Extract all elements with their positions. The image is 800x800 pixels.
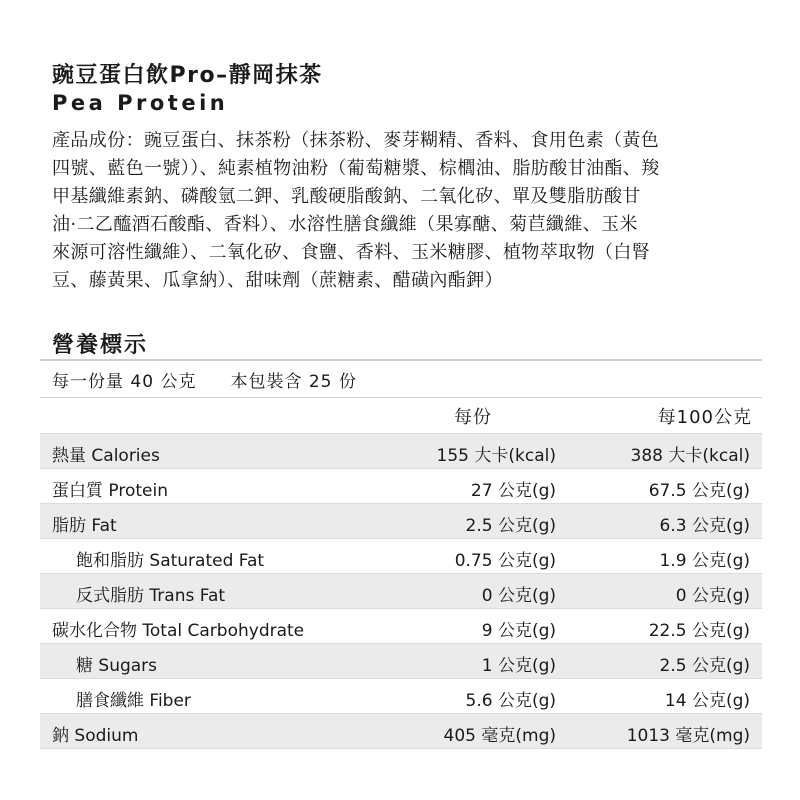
table-row <box>40 574 762 609</box>
nutrient-label: 蛋白質 Protein <box>52 481 168 501</box>
nutrient-label: 脂肪 Fat <box>52 516 117 536</box>
nutrition-table <box>40 433 762 749</box>
table-row <box>40 679 762 714</box>
per-100g-value: 1.9 公克(g) <box>659 551 750 571</box>
table-row <box>40 644 762 679</box>
nutrient-label: 反式脂肪 Trans Fat <box>76 586 226 606</box>
per-serving-value: 5.6 公克(g) <box>465 691 556 711</box>
table-row <box>40 714 762 749</box>
per-serving-value: 405 毫克(mg) <box>443 726 556 746</box>
ingredients-line: 豆、藤黃果、瓜拿納）、甜味劑（蔗糖素、醋磺內酯鉀） <box>52 270 503 291</box>
per-100g-value: 0 公克(g) <box>675 586 750 606</box>
per-100g-value: 22.5 公克(g) <box>648 621 750 641</box>
ingredients-line: 四號、藍色一號））、純素植物油粉（葡萄糖漿、棕櫚油、脂肪酸甘油酯、羧 <box>52 158 660 179</box>
per-serving-value: 9 公克(g) <box>481 621 556 641</box>
table-row <box>40 539 762 574</box>
nutrition-top-rule <box>40 359 762 361</box>
per-100g-value: 14 公克(g) <box>664 691 750 711</box>
ingredients-line: 來源可溶性纖維）、二氧化矽、食鹽、香料、玉米糖膠、植物萃取物（白腎 <box>52 242 651 263</box>
per-100g-value: 67.5 公克(g) <box>648 481 750 501</box>
per-serving-value: 155 大卡(kcal) <box>436 446 556 466</box>
table-row <box>40 504 762 539</box>
product-title-en: Pea Protein <box>52 91 229 115</box>
ingredients-line: 產品成份：豌豆蛋白、抹茶粉（抹茶粉、麥芽糊精、香料、食用色素（黃色 <box>52 130 660 151</box>
nutrient-label: 熱量 Calories <box>52 446 160 466</box>
per-100g-value: 6.3 公克(g) <box>659 516 750 536</box>
column-header-per-serving: 每份 <box>454 407 492 428</box>
table-row <box>40 469 762 504</box>
per-100g-value: 388 大卡(kcal) <box>630 446 750 466</box>
per-serving-value: 0 公克(g) <box>481 586 556 606</box>
product-title-zh: 豌豆蛋白飲Pro–靜岡抹茶 <box>52 63 323 88</box>
ingredients-line: 甲基纖維素鈉、磷酸氫二鉀、乳酸硬脂酸鈉、二氧化矽、單及雙脂肪酸甘 <box>52 186 641 207</box>
column-header-per-100g: 每100公克 <box>657 407 752 428</box>
serving-size: 每一份量 40 公克 <box>52 372 197 392</box>
servings-per-pack: 本包裝含 25 份 <box>230 372 357 392</box>
per-serving-value: 27 公克(g) <box>470 481 556 501</box>
nutrient-label: 鈉 Sodium <box>52 726 139 746</box>
nutrition-heading: 營養標示 <box>52 333 149 358</box>
table-row <box>40 433 762 469</box>
per-serving-value: 1 公克(g) <box>481 656 556 676</box>
per-serving-value: 0.75 公克(g) <box>454 551 556 571</box>
table-row <box>40 609 762 644</box>
per-serving-value: 2.5 公克(g) <box>465 516 556 536</box>
nutrient-label: 糖 Sugars <box>76 656 158 676</box>
serving-rule <box>40 397 762 398</box>
nutrient-label: 碳水化合物 Total Carbohydrate <box>52 621 305 641</box>
ingredients-block <box>52 127 764 295</box>
ingredients-line: 油·二乙醯酒石酸酯、香料）、水溶性膳食纖維（果寡醣、菊苣纖維、玉米 <box>52 214 638 235</box>
serving-info <box>52 367 357 392</box>
nutrient-label: 膳食纖維 Fiber <box>76 691 191 711</box>
per-100g-value: 2.5 公克(g) <box>659 656 750 676</box>
per-100g-value: 1013 毫克(mg) <box>626 726 750 746</box>
nutrient-label: 飽和脂肪 Saturated Fat <box>76 551 265 571</box>
